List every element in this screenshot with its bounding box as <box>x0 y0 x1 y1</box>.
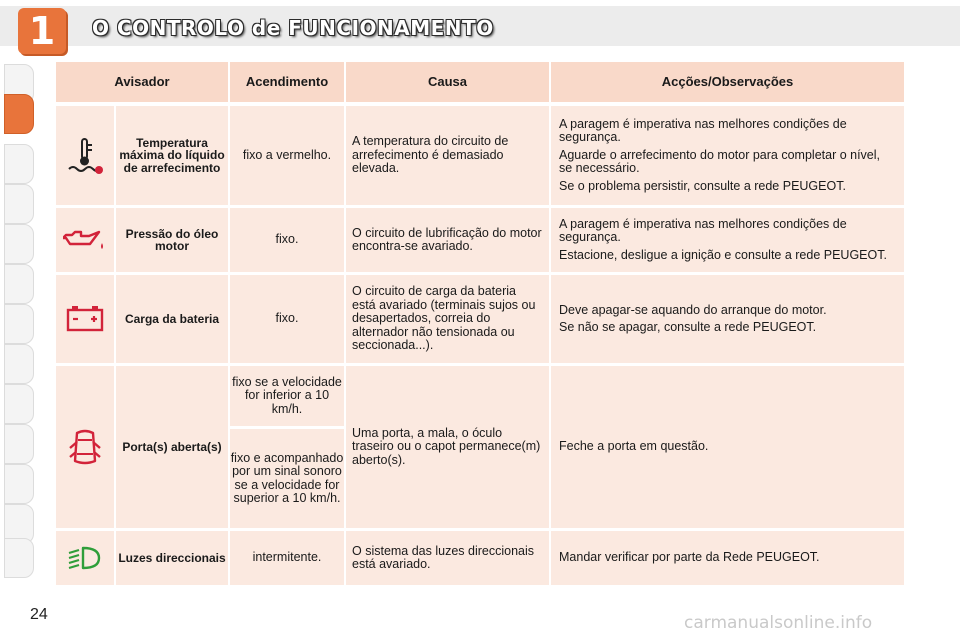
column-header-actions: Acções/Observações <box>551 62 904 102</box>
warning-lighting: fixo. <box>230 208 344 272</box>
warning-lighting: fixo e acompanhado por um sinal sonoro se a velocidade for superior a 10 km/h. <box>230 429 344 528</box>
chapter-tabs <box>0 64 36 576</box>
chapter-tab[interactable] <box>4 384 34 424</box>
table-row <box>56 366 904 528</box>
row-icon-cell <box>56 531 114 585</box>
action-text: Aguarde o arrefecimento do motor para completar o nível, se necessário. <box>559 147 881 176</box>
warning-actions <box>551 531 904 585</box>
warning-name: Luzes direccionais <box>116 531 228 585</box>
page-title: O CONTROLO de FUNCIONAMENTO <box>92 16 494 40</box>
column-header-cause: Causa <box>346 62 549 102</box>
warning-actions <box>551 106 904 205</box>
page-number: 24 <box>30 606 48 623</box>
direction-lights-icon <box>65 544 105 572</box>
warning-name: Pressão do óleo motor <box>116 208 228 272</box>
chapter-tab[interactable] <box>4 184 34 224</box>
action-text: Mandar verificar por parte da Rede PEUGEOT. <box>559 550 820 565</box>
page-header <box>0 0 960 58</box>
warning-cause: A temperatura do circuito de arrefecimento é demasiado elevada. <box>346 106 549 205</box>
column-header-warning: Avisador <box>56 62 228 102</box>
row-icon-cell <box>56 106 114 205</box>
warning-actions <box>551 208 904 272</box>
chapter-tab[interactable] <box>4 144 34 184</box>
chapter-tab[interactable] <box>4 464 34 504</box>
chapter-tab[interactable] <box>4 224 34 264</box>
action-text: Se o problema persistir, consulte a rede PEUGEOT. <box>559 178 846 193</box>
warning-name: Temperatura máxima do líquido de arrefecimento <box>116 106 228 205</box>
row-icon-cell <box>56 275 114 363</box>
chapter-tab[interactable] <box>4 304 34 344</box>
row-icon-cell <box>56 366 114 528</box>
action-text: A paragem é imperativa nas melhores condições de segurança. <box>559 216 847 245</box>
chapter-badge: 1 <box>18 8 66 54</box>
coolant-temperature-icon <box>65 136 105 176</box>
action-text: Se não se apagar, consulte a rede PEUGEOT. <box>559 320 817 334</box>
oil-pressure-icon <box>63 225 107 255</box>
warning-lighting: fixo se a velocidade for inferior a 10 km/h. <box>230 366 344 426</box>
table-row <box>56 531 904 585</box>
warning-name: Porta(s) aberta(s) <box>116 366 228 528</box>
chapter-tab[interactable] <box>4 424 34 464</box>
door-open-icon <box>67 427 103 467</box>
warning-actions <box>551 275 904 363</box>
warning-cause: O circuito de lubrificação do motor encontra-se avariado. <box>346 208 549 272</box>
action-text: Feche a porta em questão. <box>559 439 709 454</box>
chapter-tab[interactable] <box>4 344 34 384</box>
column-header-lighting: Acendimento <box>230 62 344 102</box>
table-header-row <box>56 62 904 102</box>
watermark: carmanualsonline.info <box>684 613 873 633</box>
table-row <box>56 275 904 363</box>
warning-lighting: fixo. <box>230 275 344 363</box>
warning-cause: Uma porta, a mala, o óculo traseiro ou o capot permanece(m) aberto(s). <box>346 366 549 528</box>
table-row <box>56 208 904 272</box>
table-row <box>56 106 904 205</box>
action-text: A paragem é imperativa nas melhores condições de segurança. <box>559 116 847 145</box>
chapter-tab-active[interactable] <box>4 94 34 134</box>
chapter-tab[interactable] <box>4 264 34 304</box>
action-text: Deve apagar-se aquando do arranque do motor. <box>559 302 827 317</box>
battery-icon <box>65 304 105 334</box>
row-icon-cell <box>56 208 114 272</box>
chapter-tab[interactable] <box>4 538 34 578</box>
warning-actions <box>551 366 904 528</box>
warning-name: Carga da bateria <box>116 275 228 363</box>
warning-cause: O sistema das luzes direccionais está avariado. <box>346 531 549 585</box>
warning-lighting: fixo a vermelho. <box>230 106 344 205</box>
action-text: Estacione, desligue a ignição e consulte a rede PEUGEOT. <box>559 247 887 262</box>
warning-cause: O circuito de carga da bateria está avariado (terminais sujos ou desapertados, correia do alternador não tensionada ou seccionada...). <box>346 275 549 363</box>
warning-lighting: intermitente. <box>230 531 344 585</box>
